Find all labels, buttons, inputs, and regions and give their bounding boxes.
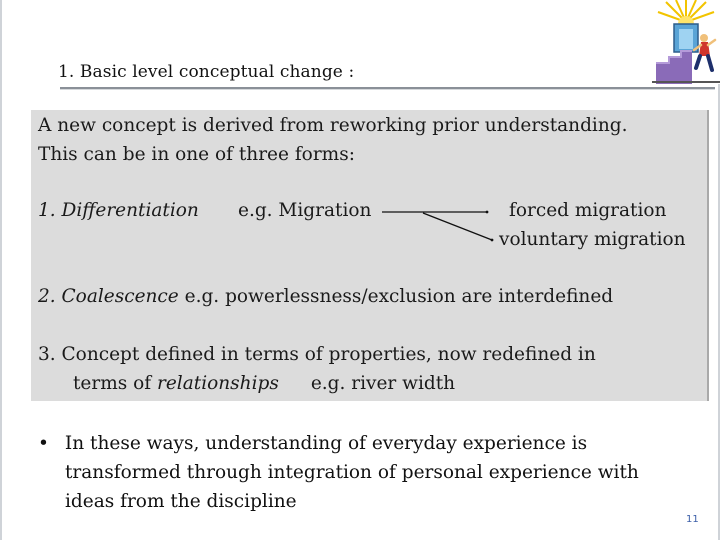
branch-line-voluntary [423, 213, 492, 240]
arrowhead-dot [486, 211, 489, 214]
item-2-example: e.g. powerlessness/exclusion are interdefined [184, 286, 614, 307]
bullet-symbol: • [38, 433, 49, 454]
arrowhead-dot [491, 239, 494, 242]
bullet-line-2: transformed through integration of personal experience with [65, 462, 639, 483]
item-3-line-1: 3. Concept defined in terms of properties, now redefined in [38, 344, 596, 365]
intro-line-2: This can be in one of three forms: [38, 144, 355, 165]
item-1-branch-forced: forced migration [509, 200, 667, 221]
item-2-label: 2. Coalescence [38, 286, 179, 307]
bullet-text-1: In these ways, understanding of everyday experience is [64, 433, 588, 454]
item-3-prefix: terms of [73, 373, 158, 394]
item-1-label: 1. Differentiation [38, 200, 199, 221]
item-3-relationships: relationships [157, 373, 279, 394]
item-1-example: e.g. Migration [238, 200, 372, 221]
bullet-line-1 [38, 429, 587, 458]
bullet-line-3: ideas from the discipline [65, 491, 297, 512]
slide-title: 1. Basic level conceptual change : [58, 62, 355, 82]
page-number: 11 [686, 514, 699, 525]
item-1-branch-voluntary: voluntary migration [499, 229, 686, 250]
intro-line-1: A new concept is derived from reworking prior understanding. [38, 115, 628, 136]
item-3-example: e.g. river width [310, 373, 456, 394]
